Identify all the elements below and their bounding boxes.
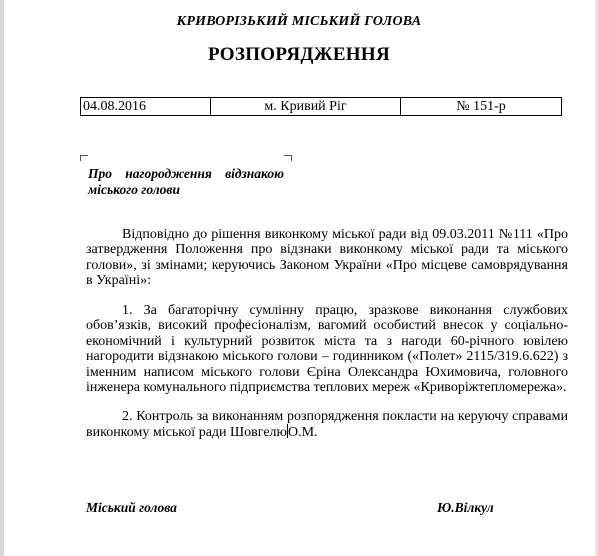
subject-line: Про нагородження відзнакою — [88, 166, 284, 181]
paragraph-text: виконкому міської ради Шовгелю — [86, 425, 287, 441]
paragraph-line: голови», зі змінами; керуючись Законом України «Про місцеве самоврядування — [86, 257, 568, 273]
subject-corner-mark-left — [80, 155, 88, 161]
paragraph-line: в Україні»: — [86, 273, 151, 289]
signature-name: Ю.Вілкул — [437, 500, 494, 515]
mayor-header: КРИВОРІЗЬКИЙ МІСЬКИЙ ГОЛОВА — [176, 14, 422, 29]
order-subject — [88, 166, 288, 198]
paragraph-line: 2. Контроль за виконанням розпорядження покласти на керуючу справами — [122, 409, 568, 424]
paragraph-line: 1. За багаторічну сумлінну працю, зразкове виконання службових — [122, 303, 568, 318]
order-city: м. Кривий Ріг — [211, 98, 401, 115]
control-paragraph[interactable] — [86, 409, 568, 441]
award-paragraph[interactable] — [86, 303, 568, 395]
paragraph-line: іменним написом міського голови Єріна Олександра Юхимовича, головного — [86, 364, 568, 380]
preamble-paragraph[interactable] — [86, 227, 568, 289]
paragraph-line — [86, 424, 568, 440]
page-left-edge — [0, 0, 4, 556]
paragraph-line: затвердження Положення про відзнаки виконкому міської ради та міського — [86, 242, 568, 258]
paragraph-line: економічний і культурний розвиток міста та з нагоди 60-річного ювілею — [86, 333, 568, 349]
order-date: 04.08.2016 — [81, 98, 211, 115]
paragraph-text: О.М. — [287, 425, 318, 441]
signature-position: Міський голова — [86, 500, 177, 515]
order-number: № 151-р — [456, 98, 506, 114]
paragraph-line: обов’язків, високий професіоналізм, вагомий особистий внесок у соціально- — [86, 318, 568, 334]
paragraph-line: Відповідно до рішення виконкому міської ради від 09.03.2011 №111 «Про — [122, 227, 568, 242]
paragraph-line: нагородити відзнакою міського голови – годинником («Полет» 2115/319.6.622) з — [86, 349, 568, 365]
paragraph-line: інженера комунального підприємства теплових мереж «Криворіжтепломережа». — [86, 380, 567, 396]
order-title: РОЗПОРЯДЖЕННЯ — [208, 44, 390, 65]
order-info-table — [80, 97, 562, 116]
subject-corner-mark-right — [284, 155, 292, 161]
subject-line: міського голови — [88, 182, 180, 197]
